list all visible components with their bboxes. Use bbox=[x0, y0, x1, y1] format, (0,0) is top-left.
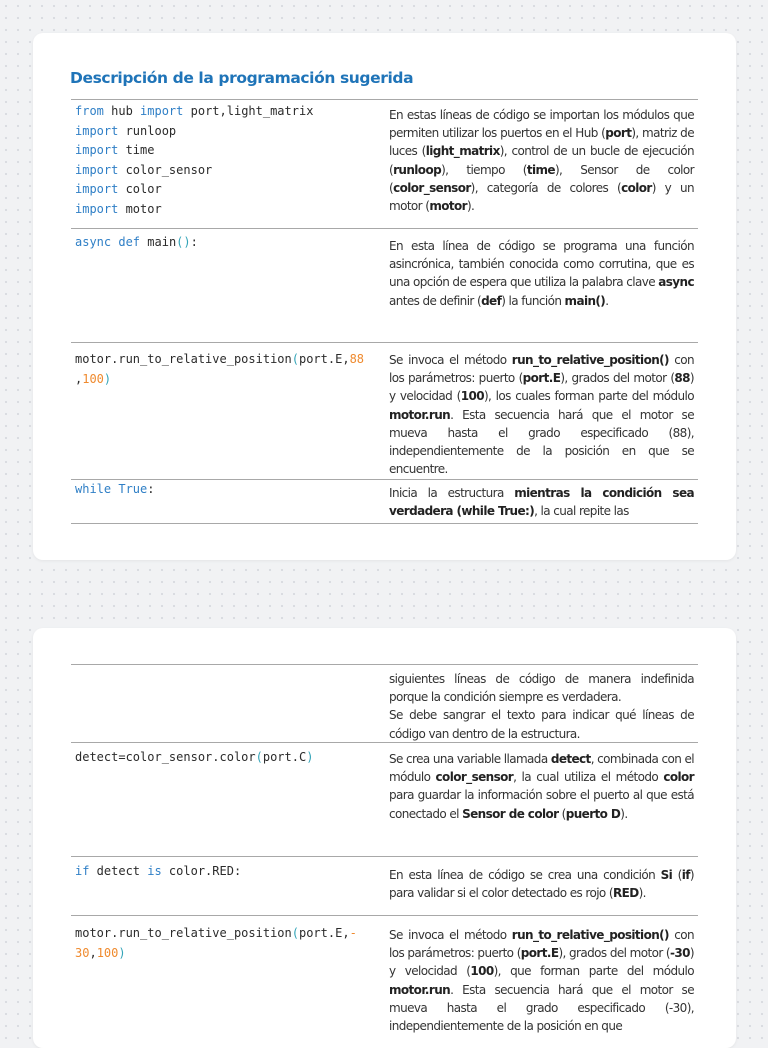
code-description-table bbox=[71, 99, 698, 524]
table-row bbox=[71, 480, 698, 524]
table-row bbox=[71, 743, 698, 857]
table-row bbox=[71, 100, 698, 229]
code-description-table bbox=[71, 664, 698, 1048]
description-cell: En esta línea de código se crea una condición Si (if) para validar si el color detectado es rojo (RED). bbox=[389, 868, 694, 901]
code-cell: if detect is color.RED: bbox=[75, 864, 242, 878]
page-card-1 bbox=[33, 33, 736, 560]
section-title: Descripción de la programación sugerida bbox=[70, 69, 414, 87]
code-cell bbox=[71, 665, 375, 742]
page-card-2 bbox=[33, 628, 736, 1048]
code-cell: motor.run_to_relative_position(port.E,- 30,100) bbox=[75, 926, 357, 960]
table-row bbox=[71, 916, 698, 1048]
code-cell: from hub import port,light_matrix import runloop import time import color_sensor import color import motor bbox=[75, 104, 314, 216]
description-cell: En estas líneas de código se importan los módulos que permiten utilizar los puertos en el Hub (port), matriz de luces (light_matrix), control de un bucle de ejecución (runloop), tiempo (time), Sensor de color (color_sensor), categoría de colores (color) y un motor (motor). bbox=[389, 108, 694, 214]
description-cell: En esta línea de código se programa una función asincrónica, también conocida como corrutina, que es una opción de espera que utiliza la palabra clave async antes de definir (def) la función main(). bbox=[389, 239, 694, 308]
code-cell: async def main(): bbox=[75, 235, 198, 249]
description-cell: Se invoca el método run_to_relative_position() con los parámetros: puerto (port.E), grados del motor (88) y velocidad (100), los cuales forman parte del módulo motor.run. Esta secuencia hará que el motor se mueva hasta el grado especificado (88), independientemente de la posición en que se encuentre. bbox=[389, 353, 694, 477]
code-cell: while True: bbox=[75, 482, 155, 496]
table-row bbox=[71, 665, 698, 743]
description-cell: siguientes líneas de código de manera indefinida porque la condición siempre es verdadera. Se debe sangrar el texto para indicar qué líneas de código van dentro de la estructura. bbox=[389, 672, 694, 741]
table-row bbox=[71, 857, 698, 916]
description-cell: Se crea una variable llamada detect, combinada con el módulo color_sensor, la cual utiliza el método color para guardar la información sobre el puerto al que está conectado el Sensor de color (puerto D). bbox=[389, 752, 694, 821]
code-cell: motor.run_to_relative_position(port.E,88 ,100) bbox=[75, 352, 365, 386]
code-cell: detect=color_sensor.color(port.C) bbox=[75, 750, 314, 764]
table-row bbox=[71, 343, 698, 480]
description-cell: Se invoca el método run_to_relative_position() con los parámetros: puerto (port.E), grados del motor (-30) y velocidad (100), que forman parte del módulo motor.run. Esta secuencia hará que el motor se mueva hasta el grado especificado (-30), independientemente de la posición en que bbox=[389, 928, 695, 1034]
table-row bbox=[71, 229, 698, 343]
description-cell: Inicia la estructura mientras la condición sea verdadera (while True:), la cual repite las bbox=[389, 486, 694, 519]
